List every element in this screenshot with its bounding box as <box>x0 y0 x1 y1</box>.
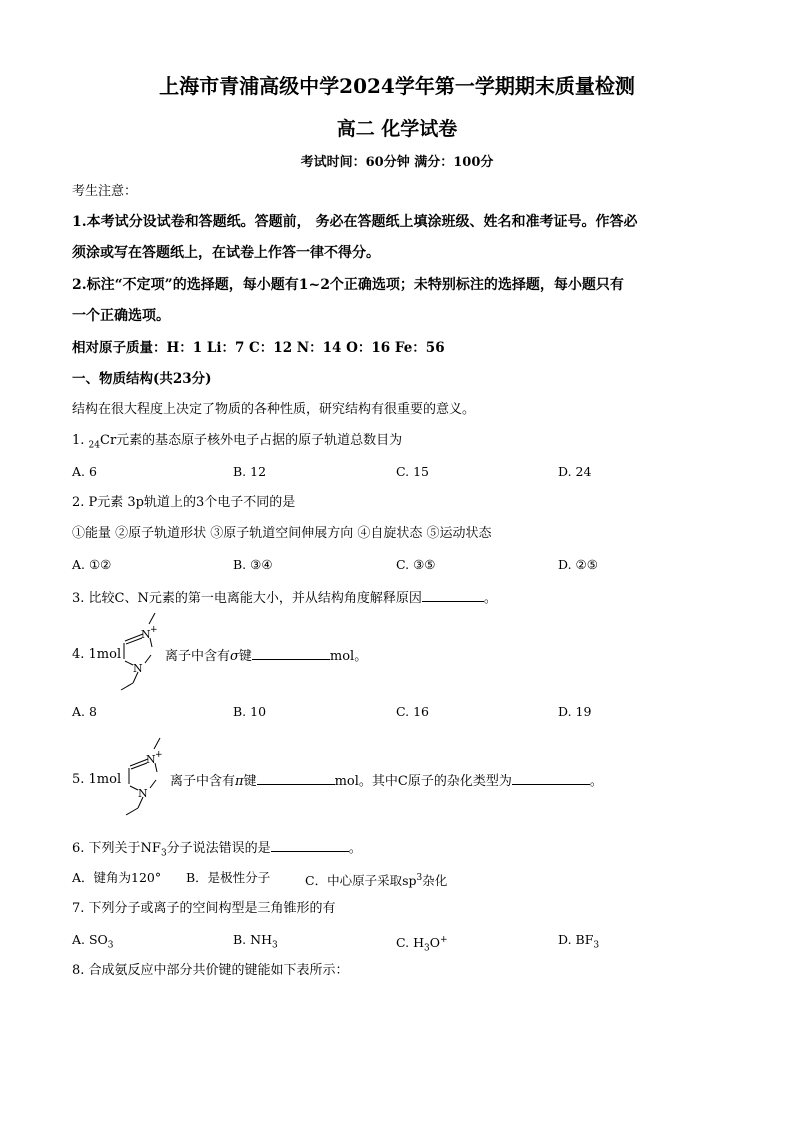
notice-item1-line1: 1.本考试分设试卷和答题纸。答题前， 务必在答题纸上填涂班级、姓名和准考证号。作答必 <box>72 214 638 230</box>
notice-item2-line1: 2.标注“不定项”的选择题，每小题有1~2个正确选项；未特别标注的选择题，每小题只有 <box>72 277 624 293</box>
answer-blank[interactable] <box>271 838 349 852</box>
question-5-text: 离子中含有π键 mol。其中C原子的杂化类型为 。 <box>170 771 603 791</box>
question-2-items: ①能量 ②原子轨道形状 ③原子轨道空间伸展方向 ④自旋状态 ⑤运动状态 <box>72 526 492 541</box>
q4-option-d: D. 19 <box>558 704 592 719</box>
q7-option-d: D. $BF_3$ <box>558 932 600 951</box>
q1-option-b: B. 12 <box>233 464 267 479</box>
notice-heading: 考生注意： <box>72 184 138 199</box>
answer-blank[interactable] <box>252 646 330 660</box>
atomic-mass-line: 相对原子质量：H：1 Li：7 C：12 N：14 O：16 Fe：56 <box>72 340 445 356</box>
q7-option-a: A. $SO_3$ <box>72 932 114 951</box>
q2-option-d: D. ②⑤ <box>558 557 598 572</box>
answer-blank[interactable] <box>422 588 484 602</box>
section-intro: 结构在很大程度上决定了物质的各种性质，研究结构有很重要的意义。 <box>72 402 476 417</box>
question-7-stem: 7. 下列分子或离子的空间构型是三角锥形的有 <box>72 901 336 916</box>
q7-option-c: C. $H_3O^+$ <box>396 935 448 954</box>
question-4-pre: 4. 1mol <box>72 647 122 662</box>
q2-option-c: C. ③⑤ <box>396 557 436 572</box>
plus-sign: + <box>155 750 163 760</box>
section-heading: 一、物质结构(共23分) <box>72 371 212 387</box>
plus-sign: + <box>150 625 158 635</box>
question-5-pre: 5. 1mol <box>72 772 122 787</box>
q6-option-c: C．中心原子采取$sp^3$杂化 <box>305 873 448 889</box>
notice-item1-line2: 须涂或写在答题纸上，在试卷上作答一律不得分。 <box>72 245 380 261</box>
question-2-stem: 2. P元素 3p轨道上的3个电子不同的是 <box>72 495 296 510</box>
notice-item2-line2: 一个正确选项。 <box>72 308 170 324</box>
imidazolium-structure <box>112 610 168 696</box>
answer-blank[interactable] <box>257 771 335 785</box>
answer-blank[interactable] <box>512 771 590 785</box>
question-4-text: 离子中含有σ键 mol。 <box>165 646 367 666</box>
q1-option-c: C. 15 <box>396 464 429 479</box>
imidazolium-structure <box>117 735 173 821</box>
q4-option-c: C. 16 <box>396 704 429 719</box>
n-plus-atom: N <box>146 753 156 766</box>
q2-option-b: B. ③④ <box>233 557 273 572</box>
exam-title: 上海市青浦高级中学2024学年第一学期期末质量检测 <box>159 74 635 98</box>
q6-option-a: A．键角为120° <box>72 870 162 885</box>
n-atom: N <box>133 662 143 675</box>
q1-option-a: A. 6 <box>72 464 97 479</box>
exam-subtitle: 高二 化学试卷 <box>336 118 458 140</box>
question-1-stem: 1. $_{24}$Cr元素的基态原子核外电子占据的原子轨道总数目为 <box>72 433 403 451</box>
question-8-stem: 8. 合成氨反应中部分共价键的键能如下表所示： <box>72 963 349 978</box>
question-3-stem: 3. 比较C、N元素的第一电离能大小，并从结构角度解释原因 。 <box>72 588 497 608</box>
exam-info: 考试时间：60分钟 满分：100分 <box>300 155 494 170</box>
q1-option-d: D. 24 <box>558 464 592 479</box>
q4-option-a: A. 8 <box>72 704 97 719</box>
q4-option-b: B. 10 <box>233 704 267 719</box>
question-6-stem: 6. 下列关于$NF_3$分子说法错误的是 。 <box>72 838 362 863</box>
q2-option-a: A. ①② <box>72 557 112 572</box>
q6-option-b: B．是极性分子 <box>186 870 271 885</box>
q7-option-b: B. $NH_3$ <box>233 932 278 951</box>
n-plus-atom: N <box>141 628 151 641</box>
n-atom: N <box>138 787 148 800</box>
